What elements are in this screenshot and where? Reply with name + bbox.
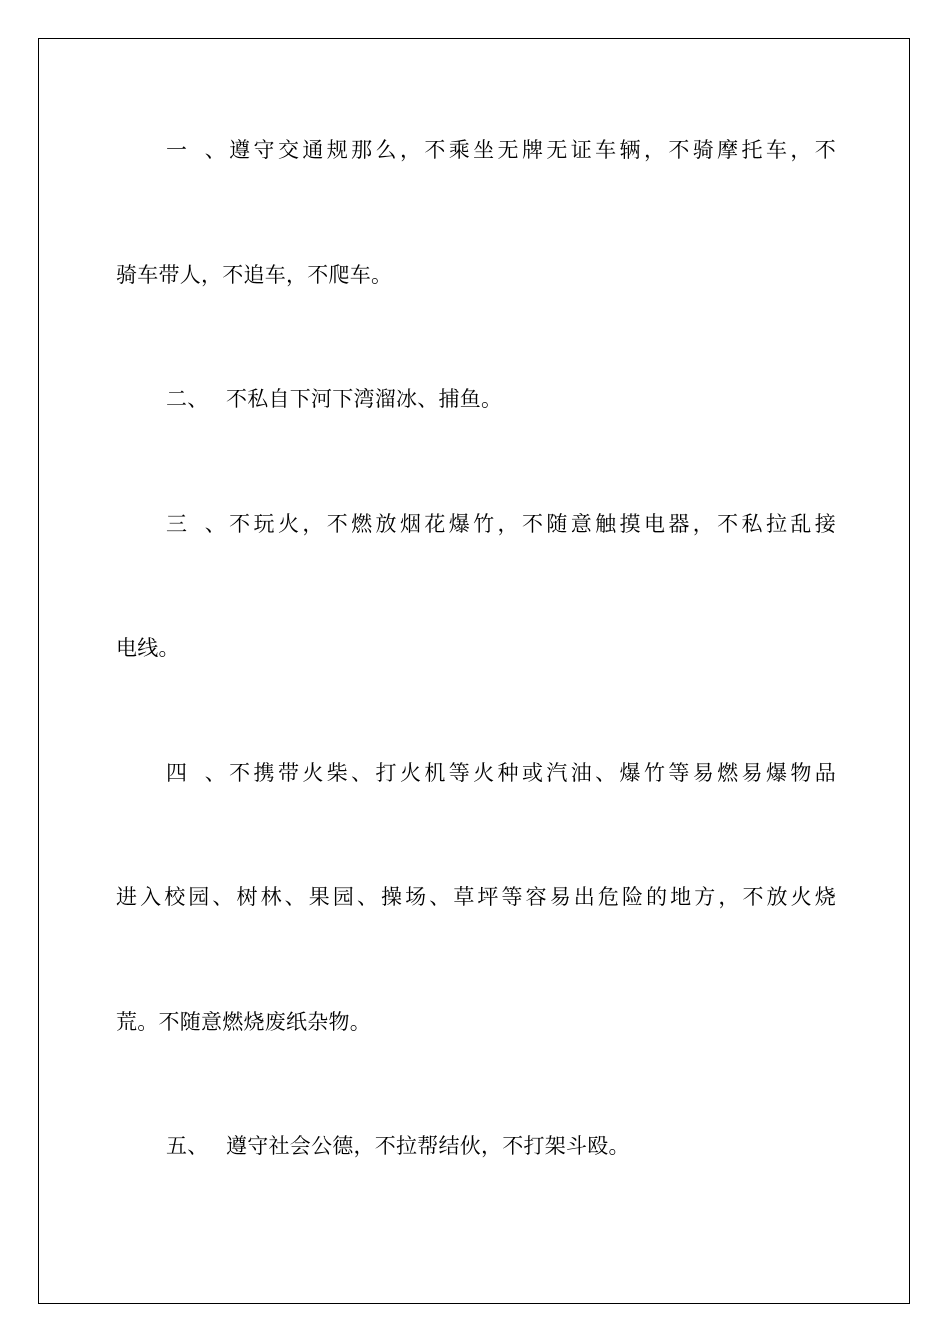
item-4-text-2: 进入校园、树林、果园、操场、草坪等容易出危险的地方，不放火烧: [116, 885, 836, 909]
item-4-text-1: 不携带火柴、打火机等火种或汽油、爆竹等易燃易爆物品: [226, 761, 836, 785]
item-4-line-3: [116, 1010, 836, 1034]
item-3-number: 三、: [166, 512, 226, 536]
item-4-text-3: 荒。不随意燃烧废纸杂物。: [116, 1010, 371, 1034]
item-1-line-1: [166, 138, 836, 162]
item-1-number: 一、: [166, 138, 226, 162]
item-4-number: 四、: [166, 761, 226, 785]
item-2-line-1: [166, 387, 836, 411]
item-5-number: 五、: [166, 1134, 209, 1158]
item-3-text-1: 不玩火，不燃放烟花爆竹，不随意触摸电器，不私拉乱接: [226, 512, 836, 536]
item-3-line-1: [166, 512, 836, 536]
item-4-line-2: [116, 885, 836, 909]
item-2-text-1: 不私自下河下湾溜冰、捕鱼。: [226, 387, 503, 411]
item-4-line-1: [166, 761, 836, 785]
item-5-line-1: [166, 1134, 836, 1158]
item-1-text-2: 骑车带人，不追车，不爬车。: [116, 263, 393, 287]
item-3-line-2: [116, 636, 836, 660]
item-1-line-2: [116, 263, 836, 287]
item-1-text-1: 遵守交通规那么，不乘坐无牌无证车辆，不骑摩托车，不: [226, 138, 836, 162]
item-3-text-2: 电线。: [116, 636, 180, 660]
page-border: [38, 38, 910, 1304]
item-5-text-1: 遵守社会公德，不拉帮结伙，不打架斗殴。: [226, 1134, 630, 1158]
item-2-number: 二、: [166, 387, 209, 411]
